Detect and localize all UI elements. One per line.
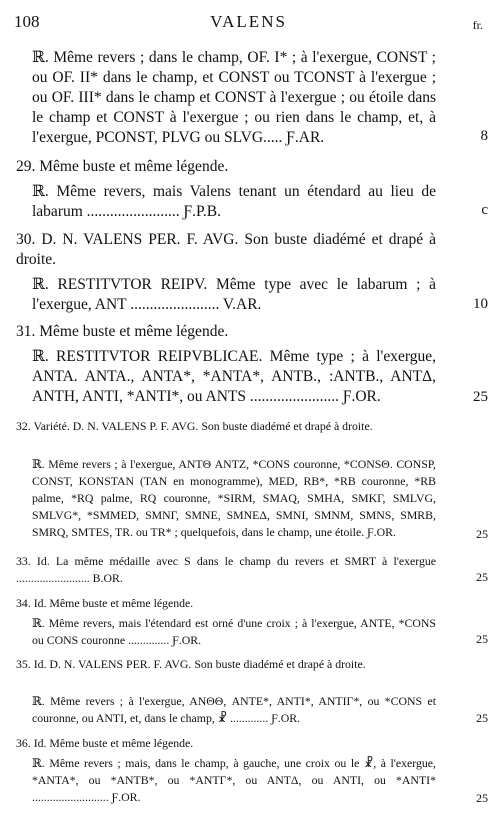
entry-text: ℝ. Même revers ; à l'exergue, ANTΘ ANTZ, *CONS couronne, *CONSΘ. CONSP, CONST, KONSTAN (TAN en monogramme), MED, RB*, *RB couronne, *RB palme, *RQ palme, RQ couronne, *SIRM, SMAQ, SMHA, SMKΓ, SMLVG, SMLVG*, *SMMED, SMNΓ, SMNE, SMNEΔ, SMNI, SMNM, SMNS, SMRB, SMRQ, SMTES, TR. ou TR* ; quelquefois, dans le champ, une étoile. Ƒ.OR. (32, 457, 436, 539)
entry-text: ℝ. Même revers ; dans le champ, OF. I* ; à l'exergue, CONST ; ou OF. II* dans le champ, et CONST ou TCONST à l'exergue ; ou OF. III* dans le champ et CONST à l'exergue ; ou étoile dans le champ et CONST à l'exergue ; ou rien dans le champ, et, à l'exergue, PCONST, PLVG ou SLVG..... Ƒ.AR. (32, 49, 436, 146)
entry-text: 35. Id. D. N. VALENS PER. F. AVG. Son buste diadémé et drapé à droite. (16, 657, 366, 671)
entry-text: 36. Id. Même buste et même légende. (16, 736, 194, 750)
entry-price: 8 (480, 128, 488, 144)
entry-price: 25 (476, 632, 488, 646)
catalog-entry (16, 595, 436, 612)
running-head: VALENS (210, 12, 287, 31)
catalog-entry (16, 656, 436, 673)
catalog-entry (16, 456, 436, 541)
catalog-entry (16, 615, 436, 649)
entry-text: ℝ. Même revers, mais Valens tenant un étendard au lieu de labarum ........................ Ƒ.P.B. (32, 183, 436, 220)
entry-text: ℝ. RESTITVTOR REIPV. Même type avec le labarum ; à l'exergue, ANT ....................... V.AR. (32, 276, 436, 313)
entry-text: 32. Variété. D. N. VALENS P. F. AVG. Son buste diadémé et drapé à droite. (16, 419, 373, 433)
entry-price: 10 (473, 296, 488, 312)
page-header (0, 12, 497, 36)
catalog-entry (16, 553, 436, 587)
entry-text: ℝ. Même revers ; mais, dans le champ, à gauche, une croix ou le ☧, à l'exergue, *ANTA*, ou *ANTB*, ou *ANTΓ*, ou ANTΔ, ou ANTI, ou *ANTI* .......................... Ƒ.OR. (32, 756, 436, 804)
catalog-entry (16, 755, 436, 806)
catalog-entry (16, 735, 436, 752)
catalog-entry (16, 275, 436, 315)
entry-text: ℝ. Même revers, mais l'étendard est orné d'une croix ; à l'exergue, ANTE, *CONS ou CONS couronne .............. Ƒ.OR. (32, 616, 436, 647)
entry-price: 25 (476, 527, 488, 541)
entry-price: 25 (476, 570, 488, 584)
catalog-entry (16, 322, 436, 342)
catalog-entry (16, 157, 436, 177)
entry-text: 30. D. N. VALENS PER. F. AVG. Son buste diadémé et drapé à droite. (16, 231, 436, 268)
catalog-entry (16, 48, 436, 148)
entry-text: ℝ. RESTITVTOR REIPVBLICAE. Même type ; à l'exergue, ANTA. ANTA., ANTA*, *ANTA*, ANTB., :ANTB., ANTΔ, ANTH, ANTI, *ANTI*, ou ANTS ....................... Ƒ.OR. (32, 348, 436, 405)
entry-price: 25 (476, 711, 488, 725)
entry-text: ℝ. Même revers ; à l'exergue, ANΘΘ, ANTE*, ANTI*, ANTIΓ*, ou *CONS et couronne, ou ANTI, et, dans le champ, ☧ ............. Ƒ.OR. (32, 694, 436, 725)
entry-text: 34. Id. Même buste et même légende. (16, 596, 194, 610)
entry-price: 25 (476, 791, 488, 805)
catalog-entry (16, 418, 436, 435)
entry-price: c (481, 202, 488, 218)
page-number: 108 (14, 12, 40, 31)
catalog-entry (16, 693, 436, 727)
entry-text: 29. Même buste et même légende. (16, 158, 229, 175)
entry-price: 25 (473, 389, 488, 405)
entry-text: 31. Même buste et même légende. (16, 323, 229, 340)
catalog-entry (16, 347, 436, 407)
catalog-entry (16, 230, 436, 270)
entry-text: 33. Id. La même médaille avec S dans le champ du revers et SMRT à l'exergue ......................... B.OR. (16, 554, 436, 585)
corner-label: fr. (472, 18, 483, 32)
catalog-entry (16, 182, 436, 222)
